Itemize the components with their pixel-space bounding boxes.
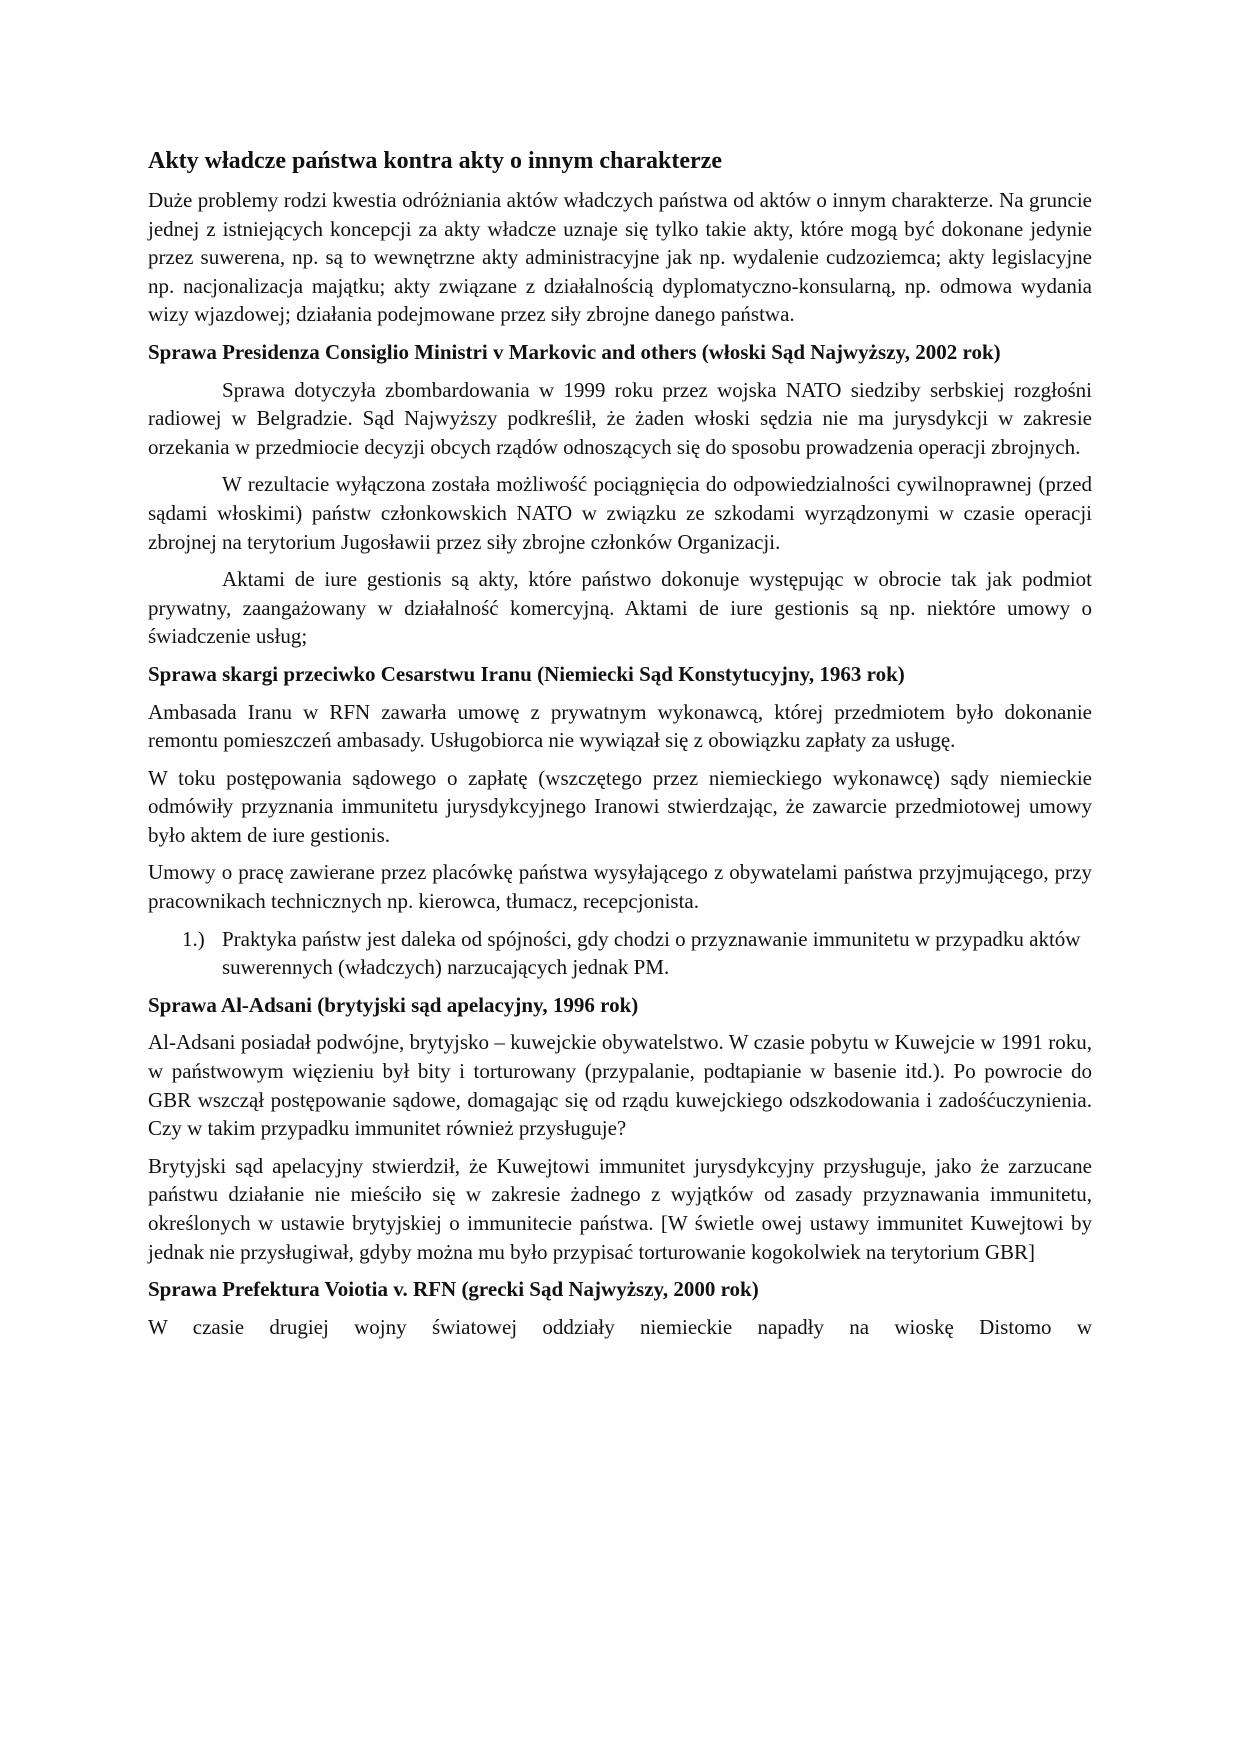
- case-heading: Sprawa Presidenza Consiglio Ministri v Markovic and others (włoski Sąd Najwyższy, 2002 rok): [148, 339, 1001, 364]
- document-title: Akty władcze państwa kontra akty o innym charakterze: [148, 148, 722, 174]
- case-heading: Sprawa Prefektura Voiotia v. RFN (grecki Sąd Najwyższy, 2000 rok): [148, 1277, 759, 1302]
- case-heading: Sprawa Al-Adsani (brytyjski sąd apelacyjny, 1996 rok): [148, 992, 639, 1017]
- list-marker: 1.): [182, 926, 205, 951]
- case-section-iran: [148, 660, 1092, 982]
- paragraph: Brytyjski sąd apelacyjny stwierdził, że Kuwejtowi immunitet jurysdykcyjny przysługuje, jako że zarzucane państwu działanie nie mieściło się w zakresie żadnego z wyjątków od zasady przyznawania immunitetu, określonych w ustawie brytyjskiej o immunitecie państwa. [W świetle owej ustawy immunitet Kuwejtowi by jednak nie przysługiwał, gdyby można mu było przypisać torturowanie kogokolwiek na terytorium GBR]: [148, 1153, 1092, 1264]
- case-section-markovic: [148, 338, 1092, 651]
- case-section-al-adsani: [148, 991, 1092, 1266]
- case-section-voiotia: [148, 1275, 1092, 1341]
- list-item-text: Praktyka państw jest daleka od spójności, gdy chodzi o przyznawanie immunitetu w przypadku aktów suwerennych (władczych) narzucających jednak PM.: [222, 926, 1081, 980]
- numbered-list: [148, 925, 1092, 982]
- paragraph: Ambasada Iranu w RFN zawarła umowę z prywatnym wykonawcą, której przedmiotem było dokonanie remontu pomieszczeń ambasady. Usługobiorca nie wywiązał się z obowiązku zapłaty za usługę.: [148, 699, 1092, 753]
- paragraph: W toku postępowania sądowego o zapłatę (wszczętego przez niemieckiego wykonawcę) sądy niemieckie odmówiły przyznania immunitetu jurysdykcyjnego Iranowi stwierdzając, że zawarcie przedmiotowej umowy było aktem de iure gestionis.: [148, 765, 1092, 847]
- paragraph: Aktami de iure gestionis są akty, które państwo dokonuje występując w obrocie tak jak podmiot prywatny, zaangażowany w działalność komercyjną. Aktami de iure gestionis są np. niektóre umowy o świadczenie usług;: [148, 567, 1092, 649]
- list-item: [148, 925, 1092, 982]
- paragraph: Umowy o pracę zawierane przez placówkę państwa wysyłającego z obywatelami państwa przyjmującego, przy pracownikach technicznych np. kierowca, tłumacz, recepcjonista.: [148, 860, 1092, 914]
- paragraph: W rezultacie wyłączona została możliwość pociągnięcia do odpowiedzialności cywilnoprawnej (przed sądami włoskimi) państw członkowskich NATO w związku ze szkodami wyrządzonymi w czasie operacji zbrojnej na terytorium Jugosławii przez siły zbrojne członków Organizacji.: [148, 472, 1092, 554]
- paragraph: Al-Adsani posiadał podwójne, brytyjsko – kuwejckie obywatelstwo. W czasie pobytu w Kuwejcie w 1991 roku, w państwowym więzieniu był bity i torturowany (przypalanie, podtapianie w basenie itd.). Po powrocie do GBR wszczął postępowanie sądowe, domagając się od rządu kuwejckiego odszkodowania i zadośćuczynienia. Czy w takim przypadku immunitet również przysługuje?: [148, 1030, 1092, 1141]
- paragraph: Sprawa dotyczyła zbombardowania w 1999 roku przez wojska NATO siedziby serbskiej rozgłośni radiowej w Belgradzie. Sąd Najwyższy podkreślił, że żaden włoski sędzia nie ma jurysdykcji w zakresie orzekania w przedmiocie decyzji obcych rządów odnoszących się do sposobu prowadzenia operacji zbrojnych.: [148, 377, 1092, 459]
- document-page: [148, 146, 1092, 1350]
- intro-paragraph: Duże problemy rodzi kwestia odróżniania aktów władczych państwa od aktów o innym charakterze. Na gruncie jednej z istniejących koncepcji za akty władcze uznaje się tylko takie akty, które mogą być dokonane jedynie przez suwerena, np. są to wewnętrzne akty administracyjne jak np. wydalenie cudzoziemca; akty legislacyjne np. nacjonalizacja majątku; akty związane z działalnością dyplomatyczno-konsularną, np. odmowa wydania wizy wjazdowej; działania podejmowane przez siły zbrojne danego państwa.: [148, 188, 1092, 327]
- paragraph: W czasie drugiej wojny światowej oddziały niemieckie napadły na wioskę Distomo w: [148, 1314, 1092, 1339]
- case-heading: Sprawa skargi przeciwko Cesarstwu Iranu (Niemiecki Sąd Konstytucyjny, 1963 rok): [148, 661, 905, 686]
